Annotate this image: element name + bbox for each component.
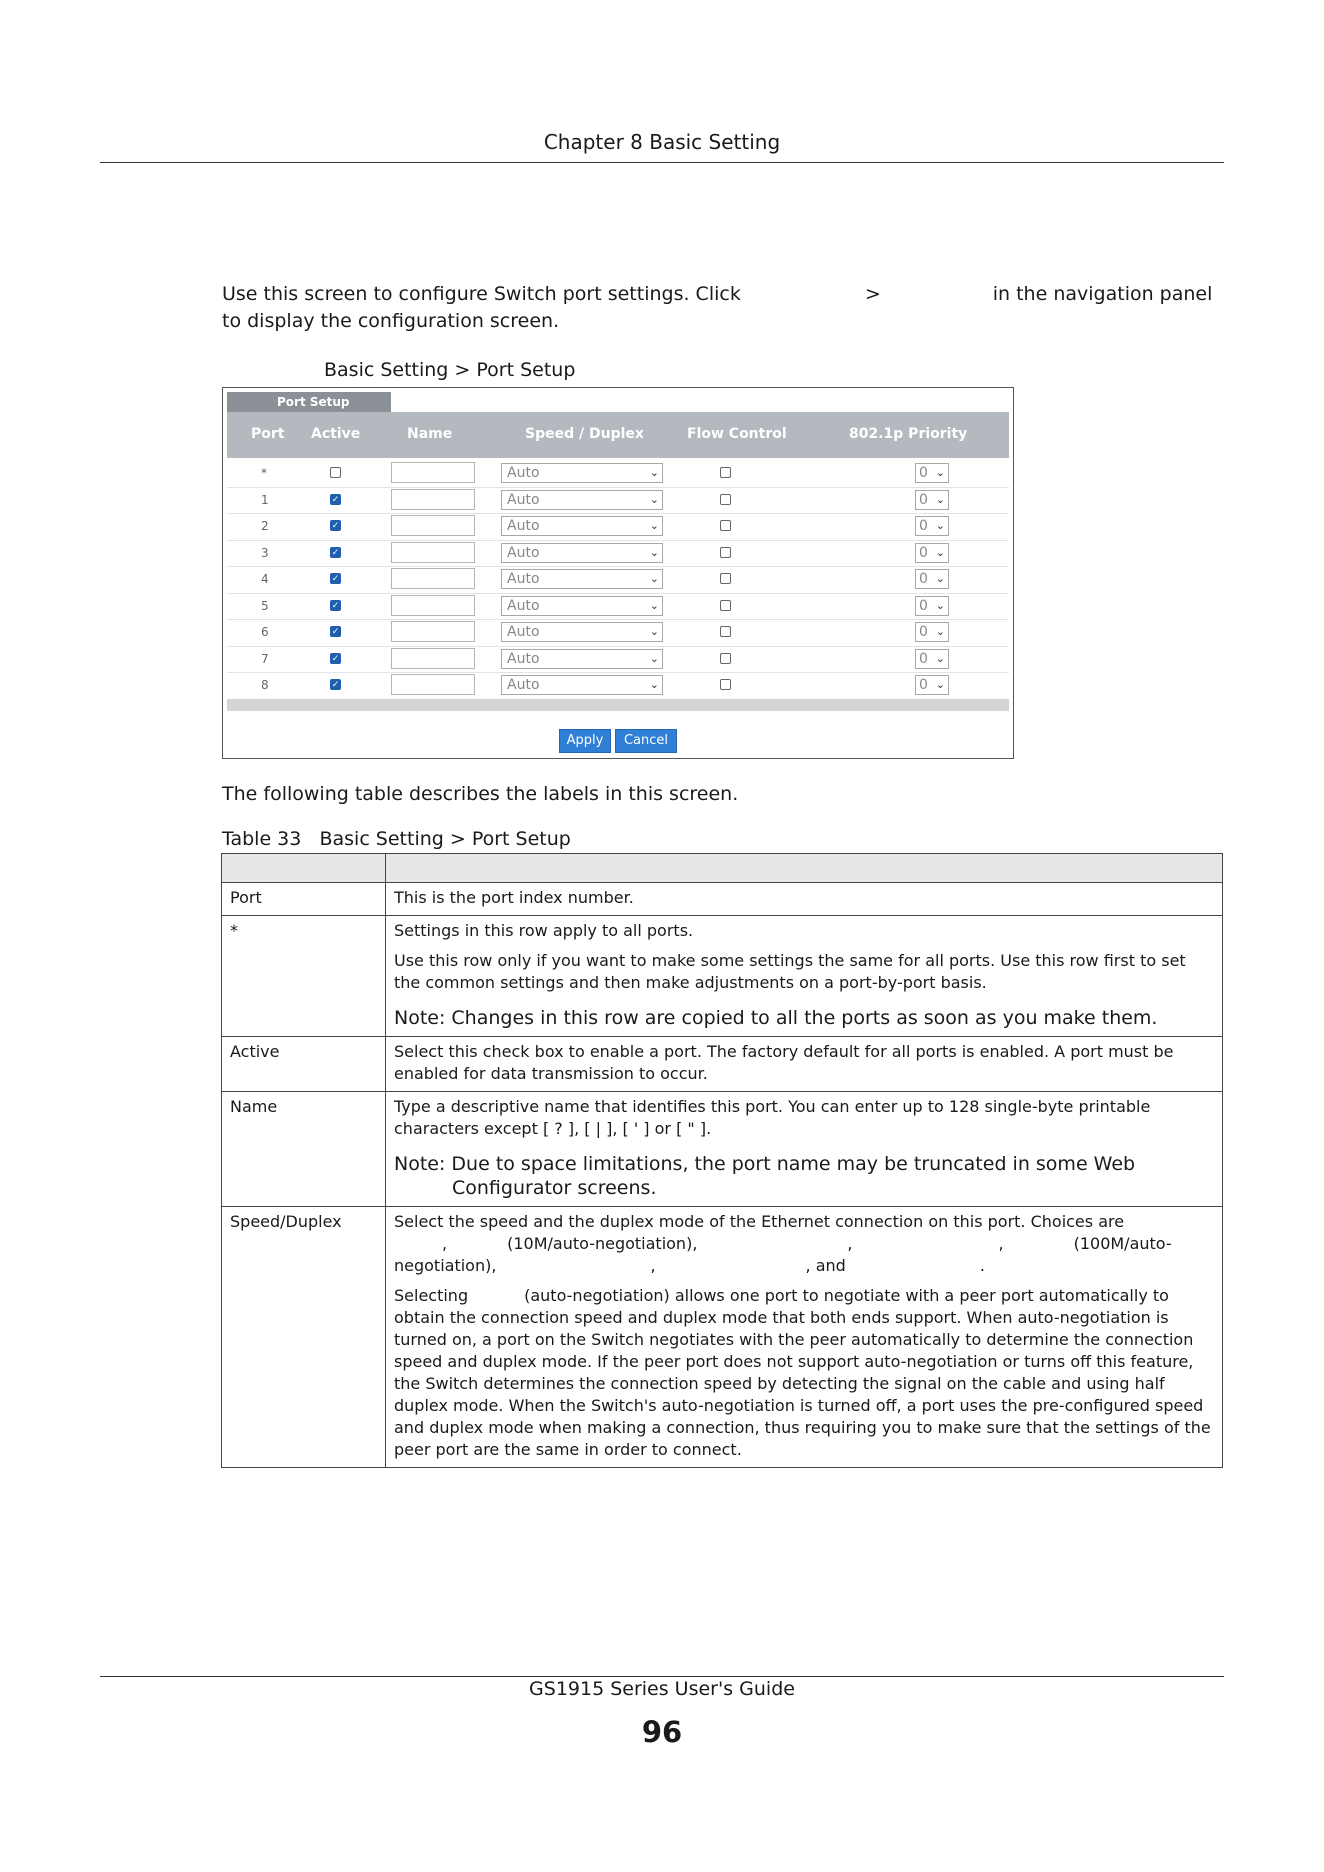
priority-select[interactable] <box>915 463 949 483</box>
priority-value: 0 <box>919 650 928 667</box>
chevron-down-icon: ⌄ <box>649 625 659 638</box>
speed-value: Auto <box>507 650 540 667</box>
speed-duplex-select[interactable] <box>501 516 663 536</box>
intro-text-2: in the navigation panel to display the configuration screen. <box>222 283 1213 332</box>
chevron-down-icon: ⌄ <box>935 678 945 691</box>
speed-text-a: Select the speed and the duplex mode of the Ethernet connection on this port. Choices are <box>394 1212 1125 1231</box>
speed-value: Auto <box>507 465 540 481</box>
footer-guide: GS1915 Series User's Guide <box>529 1678 795 1700</box>
chevron-down-icon: ⌄ <box>935 466 945 479</box>
chevron-down-icon: ⌄ <box>649 519 659 532</box>
name-input[interactable] <box>391 595 475 616</box>
speed-duplex-select[interactable] <box>501 622 663 642</box>
port-index: 8 <box>261 678 269 692</box>
priority-select[interactable] <box>915 569 949 589</box>
name-input[interactable] <box>391 621 475 642</box>
chevron-down-icon: ⌄ <box>935 598 945 612</box>
chevron-down-icon: ⌄ <box>649 466 659 479</box>
priority-select[interactable] <box>915 516 949 536</box>
flow-control-checkbox[interactable] <box>720 520 731 531</box>
name-input[interactable] <box>391 674 475 695</box>
port-setup-screenshot <box>222 387 1014 759</box>
column-header-bar <box>227 412 1009 458</box>
speed-text-d: negotiation), <box>394 1256 497 1275</box>
speed-value: Auto <box>507 597 540 614</box>
port-index: 6 <box>261 625 269 639</box>
chevron-down-icon: ⌄ <box>935 625 945 638</box>
header-rule <box>100 162 1224 163</box>
desc-star-1: Settings in this row apply to all ports. <box>394 921 694 940</box>
flow-control-checkbox[interactable] <box>720 653 731 664</box>
chevron-down-icon: ⌄ <box>649 572 659 585</box>
chevron-down-icon: ⌄ <box>649 651 659 665</box>
desc-port: This is the port index number. <box>386 883 1223 916</box>
active-checkbox[interactable]: ✓ <box>331 653 340 664</box>
table-row <box>222 916 1223 1037</box>
intro-paragraph <box>222 281 1222 335</box>
priority-select[interactable] <box>915 622 949 642</box>
chapter-header: Chapter 8 Basic Setting <box>543 130 781 154</box>
label-description-table <box>221 853 1223 1468</box>
speed-duplex-select[interactable] <box>501 490 663 510</box>
desc-speed-1: Select the speed and the duplex mode of the Ethernet connection on this port. Choices are , (10M/auto-negotiation), , , (100M/auto- negotiation), , , and . <box>394 1212 1172 1275</box>
port-index: 4 <box>261 572 269 586</box>
priority-value: 0 <box>919 465 928 481</box>
table-row <box>227 540 1009 568</box>
flow-control-checkbox[interactable] <box>720 626 731 637</box>
speed-duplex-select[interactable] <box>501 596 663 616</box>
label-speed-duplex: Speed/Duplex <box>222 1207 386 1468</box>
active-checkbox[interactable]: ✓ <box>331 521 340 531</box>
desc-speed-2 <box>394 1285 1214 1461</box>
active-checkbox[interactable]: ✓ <box>331 547 340 558</box>
flow-control-checkbox[interactable] <box>720 467 731 478</box>
table-row <box>227 619 1009 647</box>
port-index: 5 <box>261 598 269 613</box>
active-checkbox[interactable]: ✓ <box>331 680 340 690</box>
name-input[interactable] <box>391 648 475 669</box>
speed-text-c: (100M/auto- <box>1073 1234 1172 1253</box>
speed-duplex-select[interactable] <box>501 675 663 695</box>
flow-control-checkbox[interactable] <box>720 573 731 584</box>
label-port: Port <box>222 883 386 916</box>
col-speed-duplex: Speed / Duplex <box>525 426 644 442</box>
flow-control-checkbox[interactable] <box>720 494 731 505</box>
speed-value: Auto <box>507 544 540 561</box>
priority-value: 0 <box>919 491 928 508</box>
port-index: 3 <box>261 545 269 560</box>
col-name: Name <box>407 426 453 442</box>
speed-value: Auto <box>507 677 540 693</box>
footer-rule <box>100 1676 1224 1677</box>
col-priority: 802.1p Priority <box>849 426 968 442</box>
speed-value: Auto <box>507 518 540 534</box>
page-number: 96 <box>641 1715 683 1749</box>
desc-active: Select this check box to enable a port. The factory default for all ports is enabled. A port must be enabled for data transmission to occur. <box>386 1037 1223 1092</box>
table-row <box>222 1207 1223 1468</box>
col-port: Port <box>251 426 285 442</box>
active-checkbox[interactable]: ✓ <box>331 494 340 505</box>
active-checkbox[interactable]: ✓ <box>331 627 340 637</box>
name-input[interactable] <box>391 462 475 483</box>
chevron-down-icon: ⌄ <box>649 678 659 691</box>
name-input[interactable] <box>391 515 475 536</box>
chevron-down-icon: ⌄ <box>935 651 945 665</box>
priority-value: 0 <box>919 571 928 587</box>
col-flow-control: Flow Control <box>687 426 787 442</box>
active-checkbox[interactable]: ✓ <box>331 600 340 611</box>
intro-separator: > <box>864 283 881 305</box>
name-input[interactable] <box>391 568 475 589</box>
priority-select[interactable] <box>915 543 949 563</box>
label-star: * <box>222 916 386 1037</box>
table-row <box>227 513 1009 541</box>
speed-duplex-select[interactable] <box>501 543 663 563</box>
label-active: Active <box>222 1037 386 1092</box>
desc-name: Type a descriptive name that identifies this port. You can enter up to 128 single-byte printable characters except [ ? ], [ | ], [ ' ] or [ " ]. <box>394 1097 1151 1138</box>
flow-control-checkbox[interactable] <box>720 600 731 611</box>
chevron-down-icon: ⌄ <box>649 545 659 559</box>
intro-text-1: Use this screen to configure Switch port settings. Click <box>222 283 741 305</box>
priority-select[interactable] <box>915 490 949 510</box>
table-row <box>227 593 1009 621</box>
flow-control-checkbox[interactable] <box>720 679 731 690</box>
speed-text-b: (10M/auto-negotiation), <box>507 1234 698 1253</box>
cancel-button[interactable]: Cancel <box>615 729 677 753</box>
port-index: 7 <box>261 651 269 666</box>
table-caption: Table 33 Basic Setting > Port Setup <box>222 828 571 850</box>
chevron-down-icon: ⌄ <box>935 519 945 532</box>
chevron-down-icon: ⌄ <box>649 492 659 506</box>
table-row <box>222 1037 1223 1092</box>
table-row <box>222 1092 1223 1207</box>
priority-value: 0 <box>919 677 928 693</box>
port-index: 1 <box>261 492 269 507</box>
table-intro: The following table describes the labels in this screen. <box>222 783 739 805</box>
table-row <box>227 566 1009 594</box>
priority-value: 0 <box>919 518 928 534</box>
speed-duplex-select[interactable] <box>501 649 663 669</box>
table-row <box>227 646 1009 674</box>
flow-control-checkbox[interactable] <box>720 547 731 558</box>
port-index: * <box>261 466 267 480</box>
speed-value: Auto <box>507 624 540 640</box>
speed-value: Auto <box>507 491 540 508</box>
table-row <box>227 487 1009 515</box>
speed-text-g: (auto-negotiation) allows one port to negotiate with a peer port automatically to obtain the connection speed and duplex mode that both ends support. When auto-negotiation is turned on, a port on the Switch negotiates with the peer automatically to determine the connection speed and duplex mode. If the peer port does not support auto-negotiation or turns off this feature, the Switch determines the connection speed by detecting the signal on the cable and using half duplex mode. When the Switch's auto-negotiation is turned off, a port uses the pre-configured speed and duplex mode when making a connection, thus requiring you to make sure that the settings of the peer port are the same in order to connect. <box>394 1286 1211 1459</box>
apply-button[interactable]: Apply <box>559 729 611 753</box>
port-setup-tab[interactable]: Port Setup <box>227 392 391 412</box>
speed-text-f: Selecting <box>394 1286 469 1305</box>
desc-star-2: Use this row only if you want to make some settings the same for all ports. Use this row first to set the common settings and then make adjustments on a port-by-port basis. <box>394 951 1186 992</box>
table-row <box>227 672 1009 700</box>
chevron-down-icon: ⌄ <box>935 572 945 585</box>
table-row <box>227 460 1009 488</box>
priority-select[interactable] <box>915 675 949 695</box>
priority-value: 0 <box>919 544 928 561</box>
note-star: Note: Changes in this row are copied to all the ports as soon as you make them. <box>394 1007 1158 1029</box>
speed-text-e: , and <box>805 1256 846 1275</box>
port-index: 2 <box>261 519 269 533</box>
col-active: Active <box>311 426 361 442</box>
speed-duplex-select[interactable] <box>501 463 663 483</box>
active-checkbox[interactable] <box>330 467 341 478</box>
chevron-down-icon: ⌄ <box>649 598 659 612</box>
note-name: Note: Due to space limitations, the port name may be truncated in some Web Configurator screens. <box>394 1153 1136 1199</box>
priority-value: 0 <box>919 597 928 614</box>
name-input[interactable] <box>391 542 475 563</box>
priority-select[interactable] <box>915 596 949 616</box>
table-header-row <box>222 854 1223 883</box>
chevron-down-icon: ⌄ <box>935 492 945 506</box>
priority-select[interactable] <box>915 649 949 669</box>
chevron-down-icon: ⌄ <box>935 545 945 559</box>
label-name: Name <box>222 1092 386 1207</box>
table-row <box>222 883 1223 916</box>
table-footer-bar <box>227 699 1009 711</box>
name-input[interactable] <box>391 489 475 510</box>
figure-caption: Basic Setting > Port Setup <box>324 359 576 381</box>
active-checkbox[interactable]: ✓ <box>331 574 340 584</box>
speed-duplex-select[interactable] <box>501 569 663 589</box>
speed-value: Auto <box>507 571 540 587</box>
priority-value: 0 <box>919 624 928 640</box>
